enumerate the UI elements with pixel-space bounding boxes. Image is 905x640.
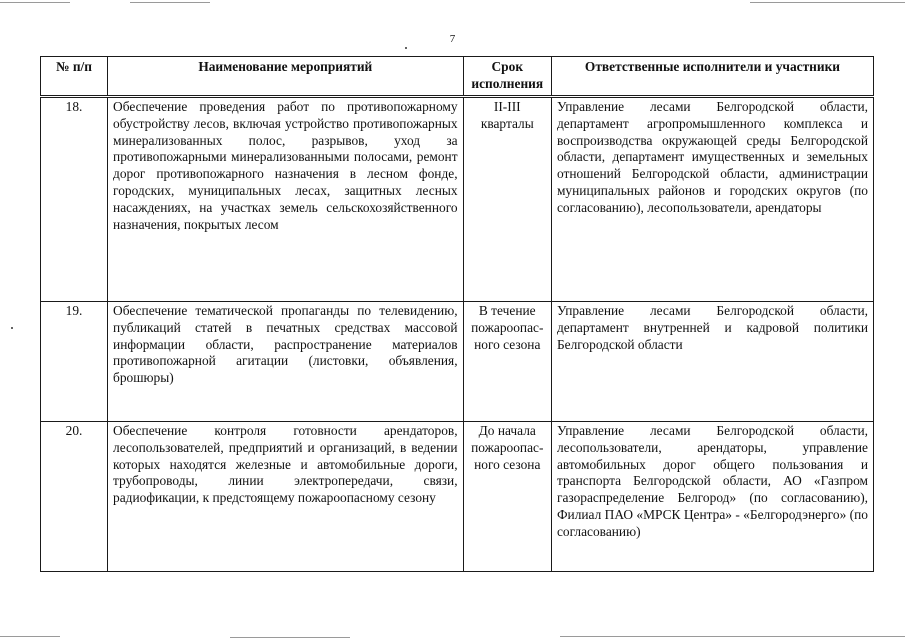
- measure-name: Обеспечение контроля готовности арендаторов, лесопользователей, предприятий и организаций, в ведении которых находятся железные и автомобильные дороги, трубопроводы, линии электропередачи, связи, радиофикации, к предстоящему пожароопасному сезону: [108, 422, 464, 572]
- table-row: [41, 302, 874, 422]
- scan-edge-top-right: [750, 2, 905, 3]
- row-number: 18.: [41, 97, 108, 302]
- scan-edge-top-left: [0, 2, 70, 3]
- scan-edge-bottom-left: [0, 636, 60, 637]
- table-row: [41, 97, 874, 302]
- measure-name: Обеспечение тематической пропаганды по телевидению, публикаций статей в печатных средствах массовой информации области, распространение материалов противопожарной агитации (листовки, объявления, брошюры): [108, 302, 464, 422]
- measure-responsible: Управление лесами Белгородской области, лесопользователи, арендаторы, управление автомобильных дорог общего пользования и транспорта Белгородской области, АО «Газпром газораспределение Белгород» (по согласованию), Филиал ПАО «МРСК Центра» - «Белгородэнерго» (по согласованию): [551, 422, 873, 572]
- header-name: Наименование мероприятий: [108, 57, 464, 97]
- measure-term: В течение пожароопас-ного сезона: [463, 302, 551, 422]
- measure-name: Обеспечение проведения работ по противопожарному обустройству лесов, включая устройство противопожарных минерализованных полос, разрывов, уход за противопожарными минерализованными полосами, ремонт дорог противопожарного назначения в лесном фонде, городских, муниципальных лесах, защитных лесных насаждениях, на участках земель сельскохозяйственного назначения, покрытых лесом: [108, 97, 464, 302]
- scan-speck: [11, 327, 13, 329]
- scan-edge-top-mid: [130, 2, 210, 3]
- table-header-row: [41, 57, 874, 97]
- measure-responsible: Управление лесами Белгородской области, департамент агропромышленного комплекса и воспроизводства окружающей среды Белгородской области, департамент имущественных и земельных отношений Белгородской области, администрации муниципальных районов и городских округов (по согласованию), лесопользователи, арендаторы: [551, 97, 873, 302]
- page-number: 7: [449, 33, 456, 45]
- scan-edge-bottom-right: [560, 636, 905, 637]
- measure-responsible: Управление лесами Белгородской области, департамент внутренней и кадровой политики Белгородской области: [551, 302, 873, 422]
- measure-term: До начала пожароопас-ного сезона: [463, 422, 551, 572]
- row-number: 20.: [41, 422, 108, 572]
- table-row: [41, 422, 874, 572]
- scan-speck: [405, 47, 407, 49]
- header-number: № п/п: [41, 57, 108, 97]
- row-number: 19.: [41, 302, 108, 422]
- scan-edge-bottom-mid: [230, 637, 350, 638]
- header-responsible: Ответственные исполнители и участники: [551, 57, 873, 97]
- measure-term: II-III кварталы: [463, 97, 551, 302]
- measures-table: [40, 56, 874, 572]
- header-term: Срок исполнения: [463, 57, 551, 97]
